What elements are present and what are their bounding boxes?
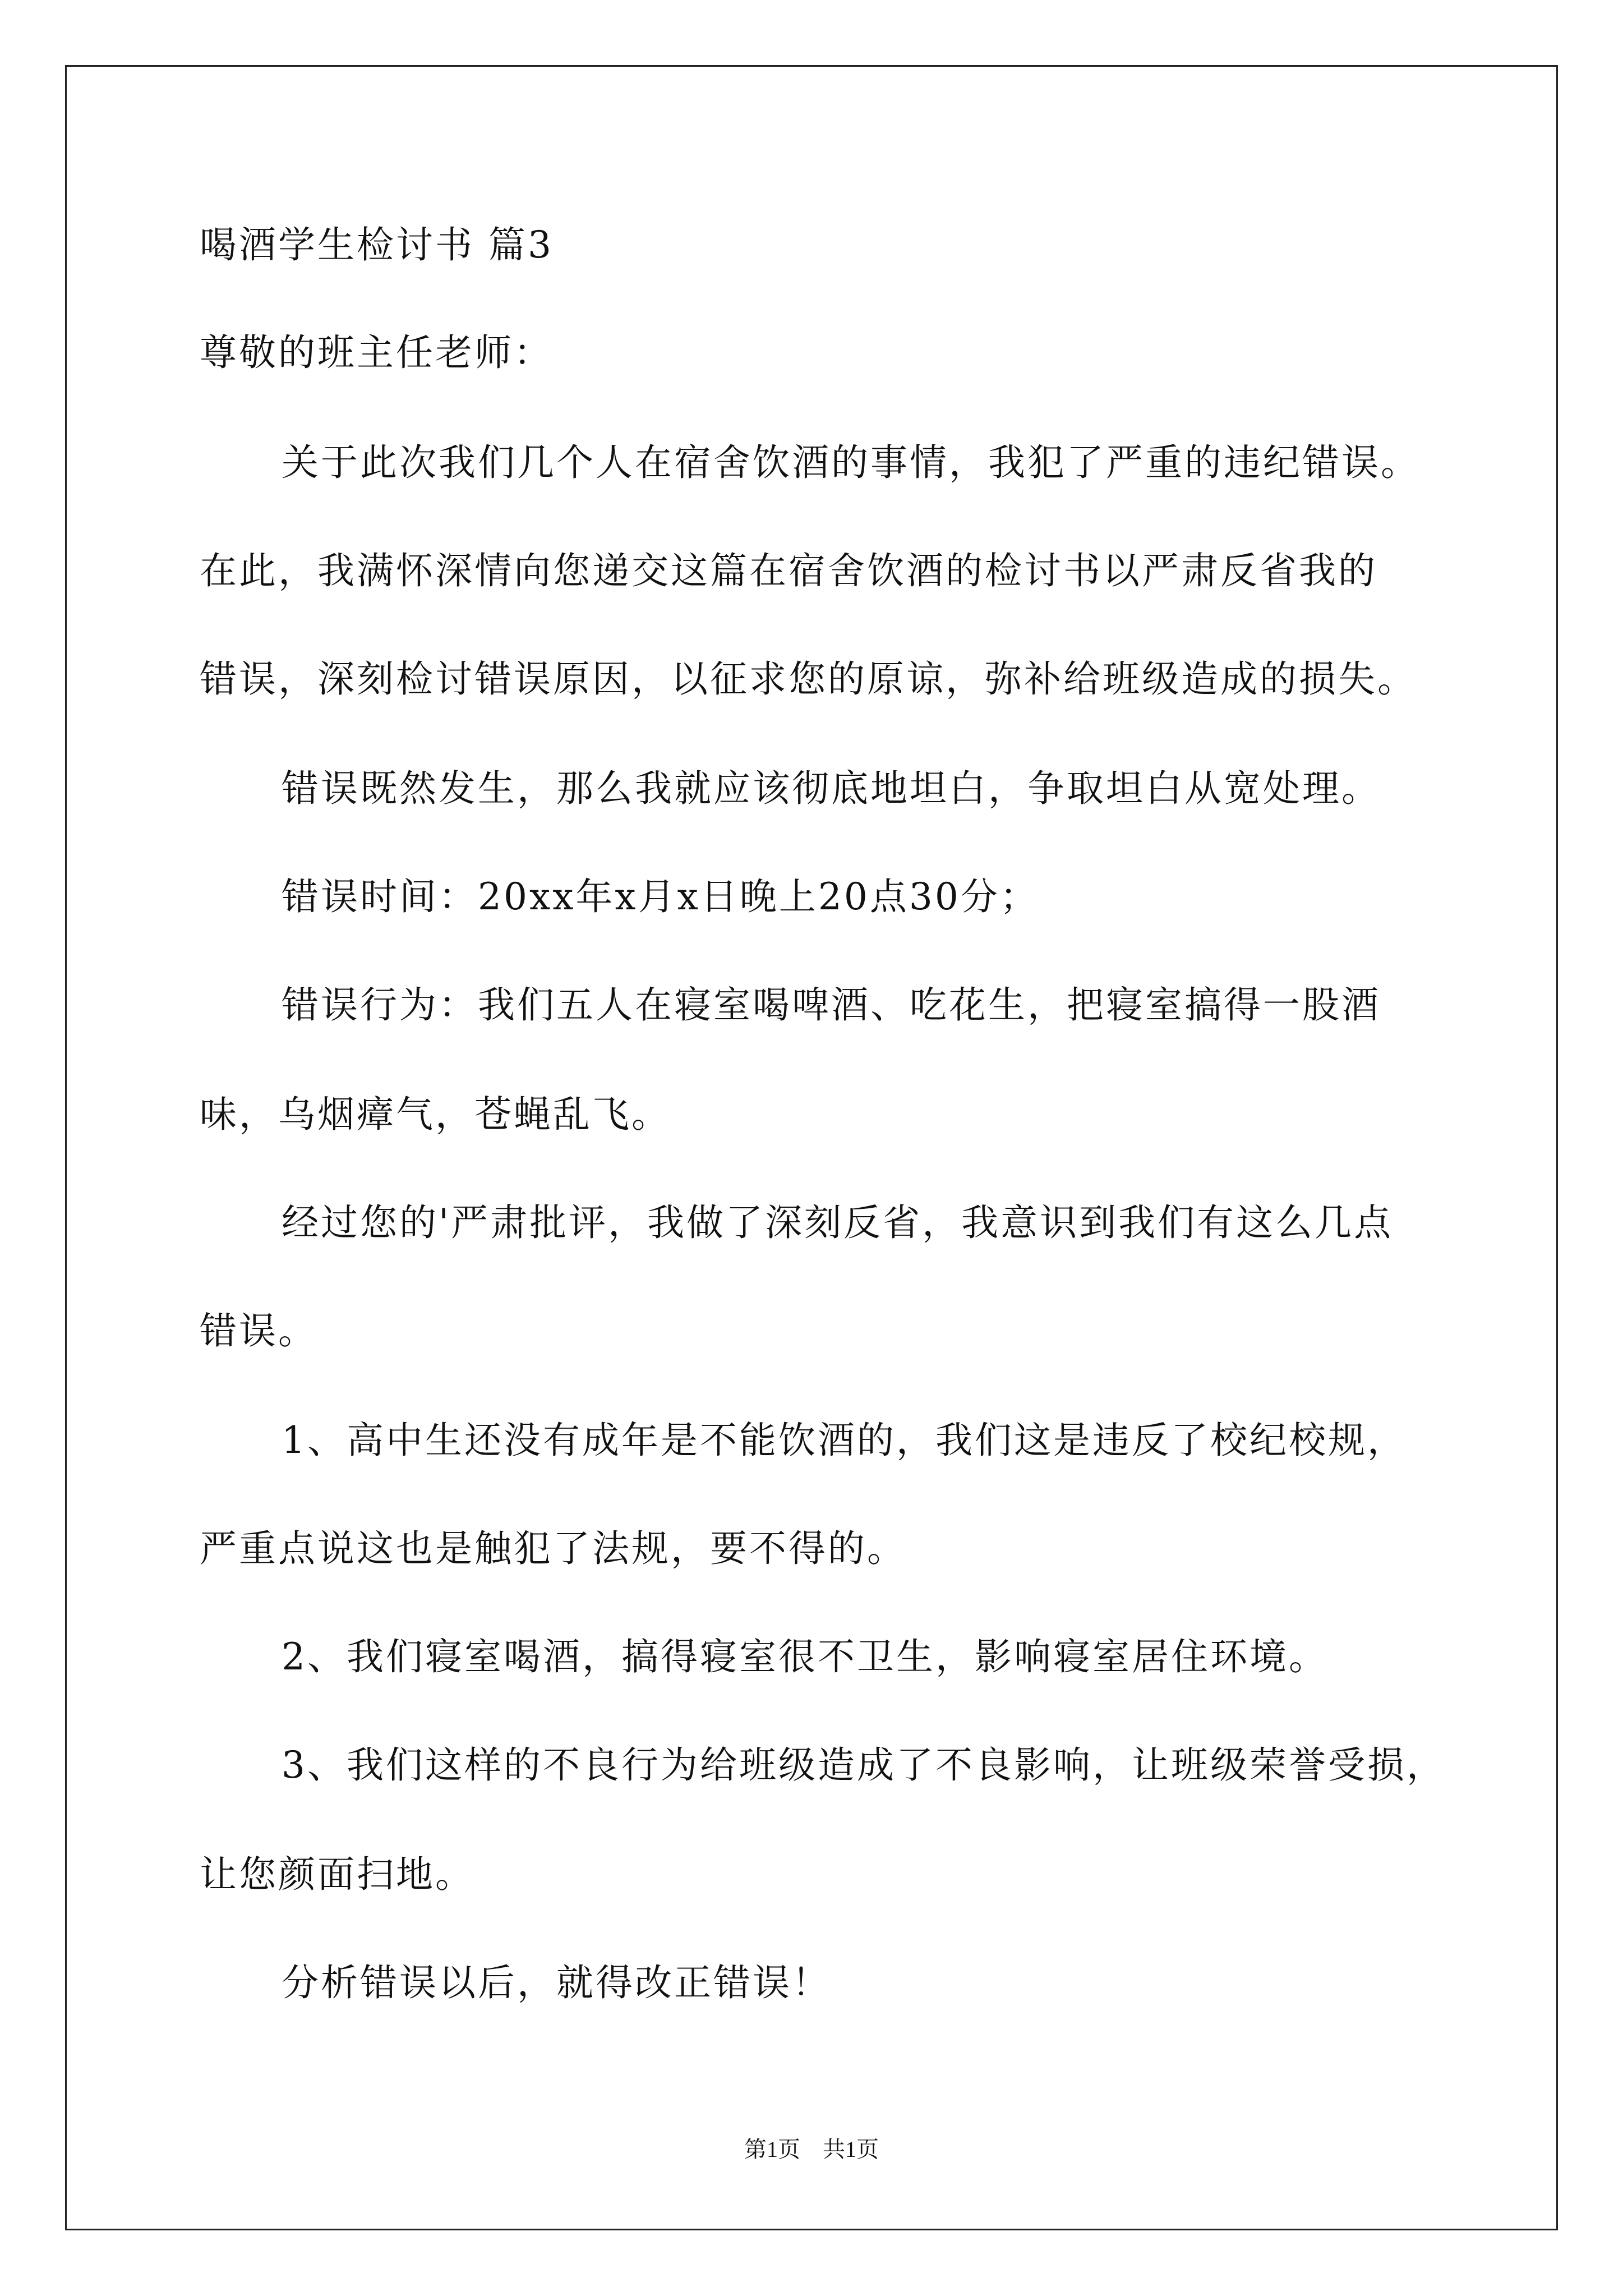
salutation: 尊敬的班主任老师： [200, 331, 553, 374]
page-border [65, 65, 1558, 2230]
page-footer: 第1页 共1页 [744, 2137, 879, 2162]
paragraph-line: 1、高中生还没有成年是不能饮酒的，我们这是违反了校纪校规， [282, 1419, 1407, 1462]
paragraph-line: 错误，深刻检讨错误原因，以征求您的原谅，弥补给班级造成的损失。 [200, 657, 1417, 701]
document-title: 喝酒学生检讨书 篇3 [200, 223, 554, 266]
paragraph-line: 错误既然发生，那么我就应该彻底地坦白，争取坦白从宽处理。 [282, 767, 1381, 810]
paragraph-line: 3、我们这样的不良行为给班级造成了不良影响，让班级荣誉受损， [282, 1743, 1446, 1787]
paragraph-line: 错误。 [200, 1309, 317, 1352]
paragraph-line: 分析错误以后，就得改正错误！ [282, 1961, 831, 2004]
paragraph-line: 严重点说这也是触犯了法规，要不得的。 [200, 1527, 906, 1570]
paragraph-line: 经过您的'严肃批评，我做了深刻反省，我意识到我们有这么几点 [282, 1201, 1394, 1244]
paragraph-line: 在此，我满怀深情向您递交这篇在宿舍饮酒的检讨书以严肃反省我的 [200, 549, 1377, 592]
paragraph-line: 错误行为：我们五人在寝室喝啤酒、吃花生，把寝室搞得一股酒 [282, 983, 1381, 1027]
paragraph-line: 味，乌烟瘴气，苍蝇乱飞。 [200, 1093, 671, 1136]
paragraph-line: 让您颜面扫地。 [200, 1853, 474, 1896]
paragraph-line: 2、我们寝室喝酒，搞得寝室很不卫生，影响寝室居住环境。 [282, 1635, 1328, 1678]
paragraph-line: 错误时间：20xx年x月x日晚上20点30分； [282, 875, 1039, 918]
paragraph-line: 关于此次我们几个人在宿舍饮酒的事情，我犯了严重的违纪错误。 [282, 441, 1420, 484]
